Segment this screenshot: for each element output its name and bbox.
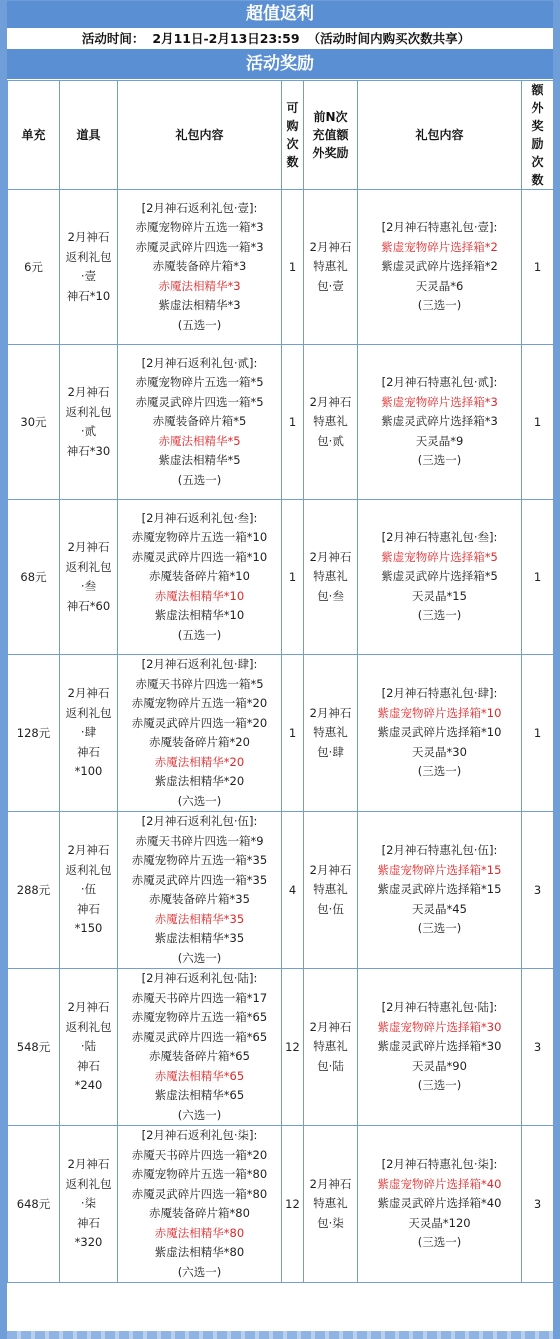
gift-line: 赤魇宠物碎片五选一箱*80 bbox=[131, 1167, 268, 1181]
gift-line: 赤魇天书碎片四选一箱*17 bbox=[131, 990, 268, 1005]
col-header-extra-count: 额外奖励次数 bbox=[522, 81, 554, 190]
gift-line: 赤魇灵武碎片四选一箱*5 bbox=[135, 394, 264, 409]
page-title: 超值返利 bbox=[7, 1, 553, 29]
item-line: 2月神石 bbox=[67, 540, 110, 554]
item-line: 返利礼包 bbox=[65, 249, 112, 264]
extra-line: 包·贰 bbox=[317, 433, 344, 448]
gift-contents-cell bbox=[118, 969, 282, 1126]
extra_gift-line: 天灵晶*120 bbox=[408, 1215, 471, 1230]
extra-count-cell: 3 bbox=[522, 969, 554, 1126]
extra_gift-line: 紫虚灵武碎片选择箱*15 bbox=[377, 882, 502, 897]
extra-line: 2月神石 bbox=[309, 1019, 352, 1034]
table-row bbox=[8, 1126, 554, 1283]
gift-line: 赤魇法相精华*80 bbox=[154, 1225, 245, 1240]
gift-line: 赤魇法相精华*65 bbox=[154, 1068, 245, 1083]
extra-reward-cell bbox=[304, 190, 358, 345]
gift-contents-cell bbox=[118, 345, 282, 500]
gift-line: [2月神石返利礼包·叁]: bbox=[141, 510, 258, 525]
gift-line: 赤魇装备碎片箱*20 bbox=[149, 735, 250, 749]
item-line: *240 bbox=[74, 1078, 103, 1093]
gift-line: 紫虚法相精华*10 bbox=[154, 608, 245, 623]
gift-line: 赤魇宠物碎片五选一箱*5 bbox=[135, 375, 264, 390]
gift-line: (五选一) bbox=[177, 472, 222, 487]
gift-line: 赤魇灵武碎片四选一箱*65 bbox=[131, 1029, 268, 1044]
gift-line: 赤魇天书碎片四选一箱*5 bbox=[135, 676, 264, 691]
extra-line: 特惠礼 bbox=[313, 1039, 348, 1054]
extra-gift-contents-cell bbox=[358, 655, 522, 812]
item-line: 2月神石 bbox=[67, 686, 110, 701]
buy-count-cell: 12 bbox=[282, 1126, 304, 1283]
extra-line: 2月神石 bbox=[309, 1176, 352, 1191]
extra_gift-line: (三选一) bbox=[417, 921, 462, 936]
event-time-row bbox=[7, 29, 553, 49]
extra_gift-line: 紫虚宠物碎片选择箱*5 bbox=[381, 549, 498, 564]
item-cell bbox=[60, 812, 118, 969]
gift-line: [2月神石返利礼包·壹]: bbox=[141, 200, 258, 215]
extra-reward-cell bbox=[304, 1126, 358, 1283]
event-time-label: 活动时间： bbox=[81, 31, 145, 46]
extra_gift-line: (三选一) bbox=[417, 1235, 462, 1250]
extra-reward-cell bbox=[304, 500, 358, 655]
gift-line: 赤魇法相精华*3 bbox=[158, 278, 241, 293]
extra_gift-line: 天灵晶*9 bbox=[415, 433, 464, 448]
col-header-extra: 前N次充值额外奖励 bbox=[304, 81, 358, 190]
item-line: 神石 bbox=[77, 744, 100, 759]
gift-line: [2月神石返利礼包·肆]: bbox=[141, 657, 258, 671]
gift-line: [2月神石返利礼包·贰]: bbox=[141, 355, 258, 370]
gift-line: 紫虚法相精华*80 bbox=[154, 1245, 245, 1259]
gift-line: 赤魇装备碎片箱*3 bbox=[152, 259, 247, 274]
extra-count-cell: 1 bbox=[522, 500, 554, 655]
extra-line: 包·肆 bbox=[317, 744, 344, 759]
extra_gift-line: [2月神石特惠礼包·贰]: bbox=[381, 375, 498, 390]
gift-line: 赤魇灵武碎片四选一箱*3 bbox=[135, 239, 264, 254]
extra_gift-line: [2月神石特惠礼包·壹]: bbox=[381, 220, 498, 235]
extra-gift-contents-cell bbox=[358, 345, 522, 500]
extra_gift-line: 天灵晶*45 bbox=[412, 901, 467, 916]
extra-line: 特惠礼 bbox=[313, 259, 348, 274]
gift-line: 紫虚法相精华*35 bbox=[154, 931, 245, 945]
extra_gift-line: [2月神石特惠礼包·柒]: bbox=[381, 1157, 498, 1172]
gift-line: [2月神石返利礼包·伍]: bbox=[141, 814, 258, 828]
gift-line: (六选一) bbox=[177, 950, 222, 965]
table-row bbox=[8, 500, 554, 655]
gift-line: 赤魇灵武碎片四选一箱*80 bbox=[131, 1186, 268, 1201]
gift-line: 赤魇灵武碎片四选一箱*35 bbox=[131, 872, 268, 887]
col-header-gift: 礼包内容 bbox=[118, 81, 282, 190]
extra-count-cell: 3 bbox=[522, 812, 554, 969]
table-row bbox=[8, 969, 554, 1126]
extra_gift-line: 天灵晶*90 bbox=[412, 1058, 467, 1073]
extra-line: 包·叁 bbox=[317, 588, 344, 603]
table-row bbox=[8, 345, 554, 500]
extra-gift-contents-cell bbox=[358, 812, 522, 969]
gift-line: 赤魇宠物碎片五选一箱*65 bbox=[131, 1010, 268, 1024]
gift-line: 赤魇装备碎片箱*10 bbox=[149, 569, 250, 584]
item-line: ·柒 bbox=[80, 1196, 97, 1211]
extra-line: 2月神石 bbox=[309, 862, 352, 877]
gift-line: [2月神石返利礼包·陆]: bbox=[141, 971, 258, 985]
item-line: 返利礼包 bbox=[65, 862, 112, 877]
extra_gift-line: 紫虚宠物碎片选择箱*15 bbox=[377, 862, 502, 877]
extra_gift-line: 紫虚灵武碎片选择箱*30 bbox=[377, 1039, 502, 1054]
item-line: ·贰 bbox=[80, 424, 97, 438]
extra-gift-contents-cell bbox=[358, 969, 522, 1126]
item-line: *150 bbox=[74, 921, 103, 936]
gift-line: 紫虚法相精华*5 bbox=[158, 453, 241, 468]
item-line: ·陆 bbox=[80, 1039, 97, 1054]
item-cell bbox=[60, 190, 118, 345]
extra-line: 特惠礼 bbox=[313, 882, 348, 897]
gift-line: 紫虚法相精华*20 bbox=[154, 774, 245, 788]
gift-line: 赤魇法相精华*35 bbox=[154, 911, 245, 926]
extra-reward-cell bbox=[304, 812, 358, 969]
gift-line: (五选一) bbox=[177, 627, 222, 642]
extra_gift-line: 天灵晶*30 bbox=[412, 744, 467, 759]
price-cell: 6元 bbox=[8, 190, 60, 345]
col-header-buy-count: 可购次数 bbox=[282, 81, 304, 190]
price-cell: 30元 bbox=[8, 345, 60, 500]
extra_gift-line: 紫虚灵武碎片选择箱*5 bbox=[381, 569, 498, 584]
price-cell: 288元 bbox=[8, 812, 60, 969]
item-line: 神石*30 bbox=[66, 443, 111, 458]
table-row bbox=[8, 655, 554, 812]
extra-gift-contents-cell bbox=[358, 500, 522, 655]
item-cell bbox=[60, 500, 118, 655]
extra_gift-line: 紫虚宠物碎片选择箱*10 bbox=[377, 705, 502, 720]
gift-contents-cell bbox=[118, 500, 282, 655]
reward-table bbox=[7, 80, 554, 1283]
extra-count-cell: 1 bbox=[522, 655, 554, 812]
table-header-row bbox=[8, 81, 554, 190]
price-cell: 548元 bbox=[8, 969, 60, 1126]
extra-gift-contents-cell bbox=[358, 1126, 522, 1283]
gift-line: (六选一) bbox=[177, 1107, 222, 1122]
gift-contents-cell bbox=[118, 190, 282, 345]
extra_gift-line: (三选一) bbox=[417, 764, 462, 779]
item-line: ·叁 bbox=[80, 579, 97, 593]
buy-count-cell: 1 bbox=[282, 345, 304, 500]
gift-line: 赤魇装备碎片箱*5 bbox=[152, 414, 247, 429]
event-time-range: 2月11日-2月13日23:59 bbox=[152, 31, 300, 46]
gift-line: (六选一) bbox=[177, 793, 222, 808]
extra_gift-line: 紫虚灵武碎片选择箱*2 bbox=[381, 259, 498, 274]
extra_gift-line: 紫虚灵武碎片选择箱*10 bbox=[377, 725, 502, 740]
extra_gift-line: [2月神石特惠礼包·叁]: bbox=[381, 530, 498, 545]
gift-contents-cell bbox=[118, 812, 282, 969]
table-row bbox=[8, 190, 554, 345]
extra_gift-line: (三选一) bbox=[417, 298, 462, 313]
extra-line: 2月神石 bbox=[309, 549, 352, 564]
col-header-price: 单充 bbox=[8, 81, 60, 190]
extra-line: 包·壹 bbox=[317, 278, 344, 293]
extra_gift-line: (三选一) bbox=[417, 608, 462, 623]
item-line: 2月神石 bbox=[67, 1000, 110, 1015]
item-line: *320 bbox=[74, 1235, 103, 1250]
gift-contents-cell bbox=[118, 655, 282, 812]
extra-count-cell: 1 bbox=[522, 345, 554, 500]
price-cell: 68元 bbox=[8, 500, 60, 655]
item-line: 2月神石 bbox=[67, 1157, 110, 1172]
gift-line: 赤魇宠物碎片五选一箱*35 bbox=[131, 853, 268, 867]
item-line: 返利礼包 bbox=[65, 1176, 112, 1191]
extra_gift-line: 紫虚宠物碎片选择箱*3 bbox=[381, 394, 498, 409]
extra_gift-line: 天灵晶*6 bbox=[415, 278, 464, 293]
extra-count-cell: 1 bbox=[522, 190, 554, 345]
extra_gift-line: 紫虚宠物碎片选择箱*2 bbox=[381, 239, 498, 254]
gift-line: 赤魇宠物碎片五选一箱*10 bbox=[131, 530, 268, 545]
extra-gift-contents-cell bbox=[358, 190, 522, 345]
bottom-border-decoration bbox=[7, 1331, 553, 1339]
gift-line: 赤魇法相精华*5 bbox=[158, 433, 241, 448]
extra-line: 特惠礼 bbox=[313, 725, 348, 740]
item-cell bbox=[60, 1126, 118, 1283]
gift-line: 赤魇装备碎片箱*80 bbox=[149, 1206, 250, 1220]
extra-line: 包·伍 bbox=[317, 901, 344, 916]
item-line: 返利礼包 bbox=[65, 705, 112, 720]
extra_gift-line: [2月神石特惠礼包·伍]: bbox=[381, 843, 498, 858]
item-line: 返利礼包 bbox=[65, 559, 112, 574]
buy-count-cell: 12 bbox=[282, 969, 304, 1126]
extra-line: 特惠礼 bbox=[313, 414, 348, 429]
extra_gift-line: 天灵晶*15 bbox=[412, 588, 467, 603]
buy-count-cell: 1 bbox=[282, 190, 304, 345]
item-line: 2月神石 bbox=[67, 843, 110, 858]
table-row bbox=[8, 812, 554, 969]
extra-count-cell: 3 bbox=[522, 1126, 554, 1283]
extra_gift-line: (三选一) bbox=[417, 453, 462, 468]
event-time-note: （活动时间内购买次数共享） bbox=[307, 31, 471, 46]
item-line: *100 bbox=[74, 764, 103, 779]
gift-line: 赤魇宠物碎片五选一箱*3 bbox=[135, 220, 264, 235]
extra-line: 包·柒 bbox=[317, 1215, 344, 1230]
price-cell: 128元 bbox=[8, 655, 60, 812]
gift-line: 赤魇法相精华*20 bbox=[154, 754, 245, 769]
extra-line: 2月神石 bbox=[309, 239, 352, 254]
item-cell bbox=[60, 345, 118, 500]
extra_gift-line: [2月神石特惠礼包·陆]: bbox=[381, 1000, 498, 1015]
extra-line: 特惠礼 bbox=[313, 569, 348, 584]
col-header-item: 道具 bbox=[60, 81, 118, 190]
item-line: 返利礼包 bbox=[65, 404, 112, 419]
item-line: 2月神石 bbox=[67, 230, 110, 244]
price-cell: 648元 bbox=[8, 1126, 60, 1283]
item-line: 神石*10 bbox=[66, 288, 111, 303]
gift-line: (六选一) bbox=[177, 1264, 222, 1279]
item-line: 神石*60 bbox=[66, 598, 111, 613]
item-line: ·肆 bbox=[80, 725, 97, 740]
item-line: ·伍 bbox=[80, 882, 97, 897]
gift-line: 赤魇法相精华*10 bbox=[154, 588, 245, 603]
gift-line: 赤魇天书碎片四选一箱*9 bbox=[135, 833, 264, 848]
gift-line: 赤魇天书碎片四选一箱*20 bbox=[131, 1147, 268, 1162]
item-cell bbox=[60, 655, 118, 812]
extra_gift-line: 紫虚灵武碎片选择箱*3 bbox=[381, 414, 498, 429]
section-title: 活动奖励 bbox=[7, 49, 553, 80]
buy-count-cell: 1 bbox=[282, 655, 304, 812]
extra-reward-cell bbox=[304, 345, 358, 500]
item-line: ·壹 bbox=[80, 269, 97, 283]
extra-line: 特惠礼 bbox=[313, 1196, 348, 1211]
extra-reward-cell bbox=[304, 655, 358, 812]
gift-line: 紫虚法相精华*65 bbox=[154, 1088, 245, 1102]
item-line: 神石 bbox=[77, 1058, 100, 1073]
gift-line: [2月神石返利礼包·柒]: bbox=[141, 1128, 258, 1142]
extra_gift-line: (三选一) bbox=[417, 1078, 462, 1093]
extra_gift-line: [2月神石特惠礼包·肆]: bbox=[381, 686, 498, 701]
gift-line: 赤魇装备碎片箱*65 bbox=[149, 1049, 250, 1063]
gift-line: 赤魇灵武碎片四选一箱*20 bbox=[131, 715, 268, 730]
col-header-extra-gift: 礼包内容 bbox=[358, 81, 522, 190]
extra-line: 2月神石 bbox=[309, 705, 352, 720]
extra_gift-line: 紫虚宠物碎片选择箱*40 bbox=[377, 1176, 502, 1191]
item-line: 神石 bbox=[77, 901, 100, 916]
item-line: 神石 bbox=[77, 1215, 100, 1230]
extra-line: 2月神石 bbox=[309, 394, 352, 409]
extra_gift-line: 紫虚宠物碎片选择箱*30 bbox=[377, 1019, 502, 1034]
gift-line: 赤魇装备碎片箱*35 bbox=[149, 892, 250, 906]
buy-count-cell: 4 bbox=[282, 812, 304, 969]
gift-line: 赤魇灵武碎片四选一箱*10 bbox=[131, 549, 268, 564]
buy-count-cell: 1 bbox=[282, 500, 304, 655]
extra-reward-cell bbox=[304, 969, 358, 1126]
gift-contents-cell bbox=[118, 1126, 282, 1283]
gift-line: (五选一) bbox=[177, 317, 222, 332]
gift-line: 赤魇宠物碎片五选一箱*20 bbox=[131, 696, 268, 710]
extra-line: 包·陆 bbox=[317, 1058, 344, 1073]
item-line: 返利礼包 bbox=[65, 1019, 112, 1034]
item-cell bbox=[60, 969, 118, 1126]
gift-line: 紫虚法相精华*3 bbox=[158, 298, 241, 313]
extra_gift-line: 紫虚灵武碎片选择箱*40 bbox=[377, 1196, 502, 1211]
item-line: 2月神石 bbox=[67, 385, 110, 399]
